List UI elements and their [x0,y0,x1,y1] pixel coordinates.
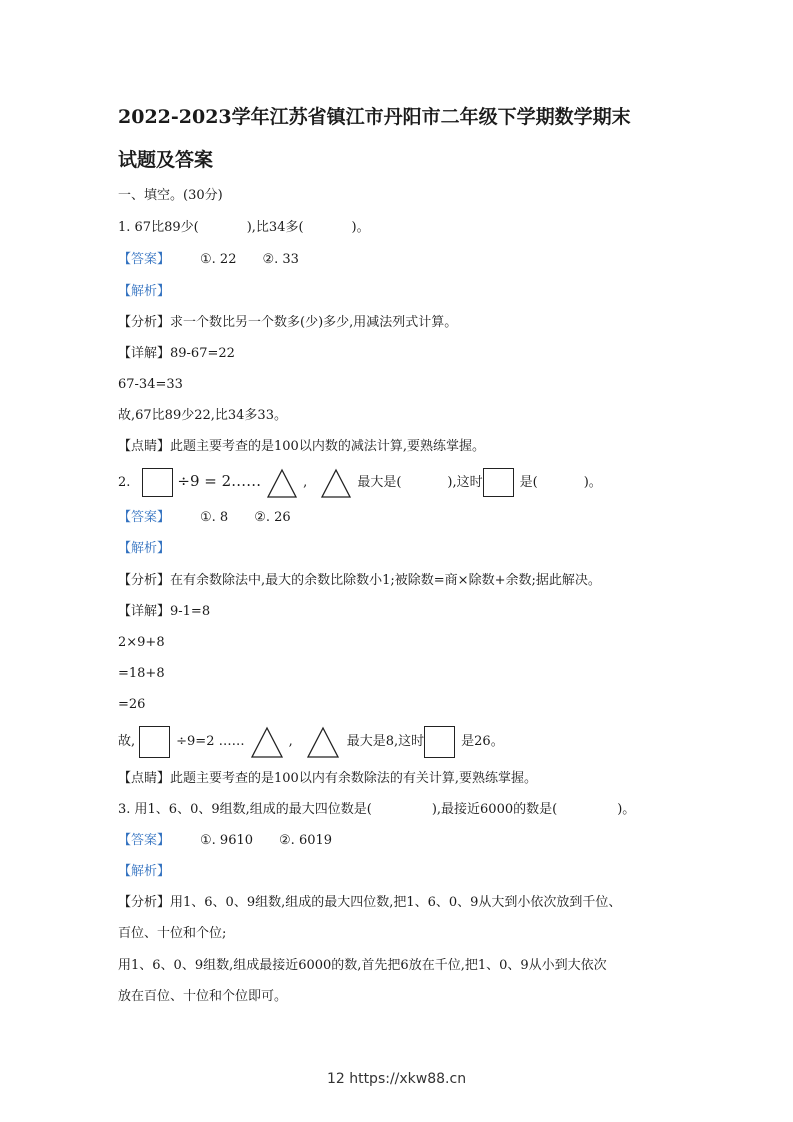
answer-1: 【答案】 ①. 22 ②. 33 [118,252,299,267]
answer-3: 【答案】 ①. 9610 ②. 6019 [118,833,333,848]
calc-2-3: =18+8 [118,666,165,681]
calc-2-4: =26 [118,697,146,712]
page-footer: 12 https://xkw88.cn [326,1071,467,1087]
blank-box [139,726,170,758]
analysis-2: 【分析】在有余数除法中,最大的余数比除数小1;被除数=商×除数+余数;据此解决。 [118,573,601,588]
question-3: 3. 用1、6、0、9组数,组成的最大四位数是( ),最接近6000的数是( )。 [118,802,636,817]
jiexi-label-2: 【解析】 [118,541,171,556]
analysis-3-line1: 【分析】用1、6、0、9组数,组成的最大四位数,把1、6、0、9从大到小依次放到千位、 [118,895,622,910]
analysis-3-line3: 用1、6、0、9组数,组成最接近6000的数,首先把6放在千位,把1、0、9从小到大依次 [118,958,607,973]
comment-1: 【点睛】此题主要考查的是100以内数的减法计算,要熟练掌握。 [118,439,485,454]
analysis-1: 【分析】求一个数比另一个数多(少)多少,用减法列式计算。 [118,315,458,330]
question-1: 1. 67比89少( ),比34多( )。 [118,220,370,235]
conclusion-1: 故,67比89少22,比34多33。 [118,408,287,423]
blank-box [424,726,455,758]
triangle-icon [321,468,351,498]
triangle-icon [251,726,283,758]
question-2: 2. ÷9 = 2…… , 最大是( ),这时 是( )。 [118,462,602,502]
jiexi-label-1: 【解析】 [118,284,171,299]
analysis-3-line2: 百位、十位和个位; [118,926,227,941]
doc-title-line1: 2022-2023学年江苏省镇江市丹阳市二年级下学期数学期末 [118,106,631,128]
analysis-3-line4: 放在百位、十位和个位即可。 [118,989,288,1004]
detail-2: 【详解】9-1=8 [118,604,211,619]
answer-label: 【答案】 [118,833,171,848]
blank-box [142,468,173,497]
answer-label: 【答案】 [118,510,171,525]
section-heading: 一、填空。(30分) [118,188,223,203]
calc-1-2: 67-34=33 [118,377,183,392]
detail-1: 【详解】89-67=22 [118,346,235,361]
triangle-icon [267,468,297,498]
jiexi-label-3: 【解析】 [118,864,171,879]
answer-label: 【答案】 [118,252,171,267]
answer-2: 【答案】 ①. 8 ②. 26 [118,510,291,525]
comment-2: 【点睛】此题主要考查的是100以内有余数除法的有关计算,要熟练掌握。 [118,771,537,786]
blank-box [483,468,514,497]
conclusion-2: 故, ÷9=2 …… , 最大是8,这时 是26。 [118,723,504,761]
triangle-icon [307,726,339,758]
doc-title-line2: 试题及答案 [118,149,214,171]
calc-2-2: 2×9+8 [118,635,165,650]
